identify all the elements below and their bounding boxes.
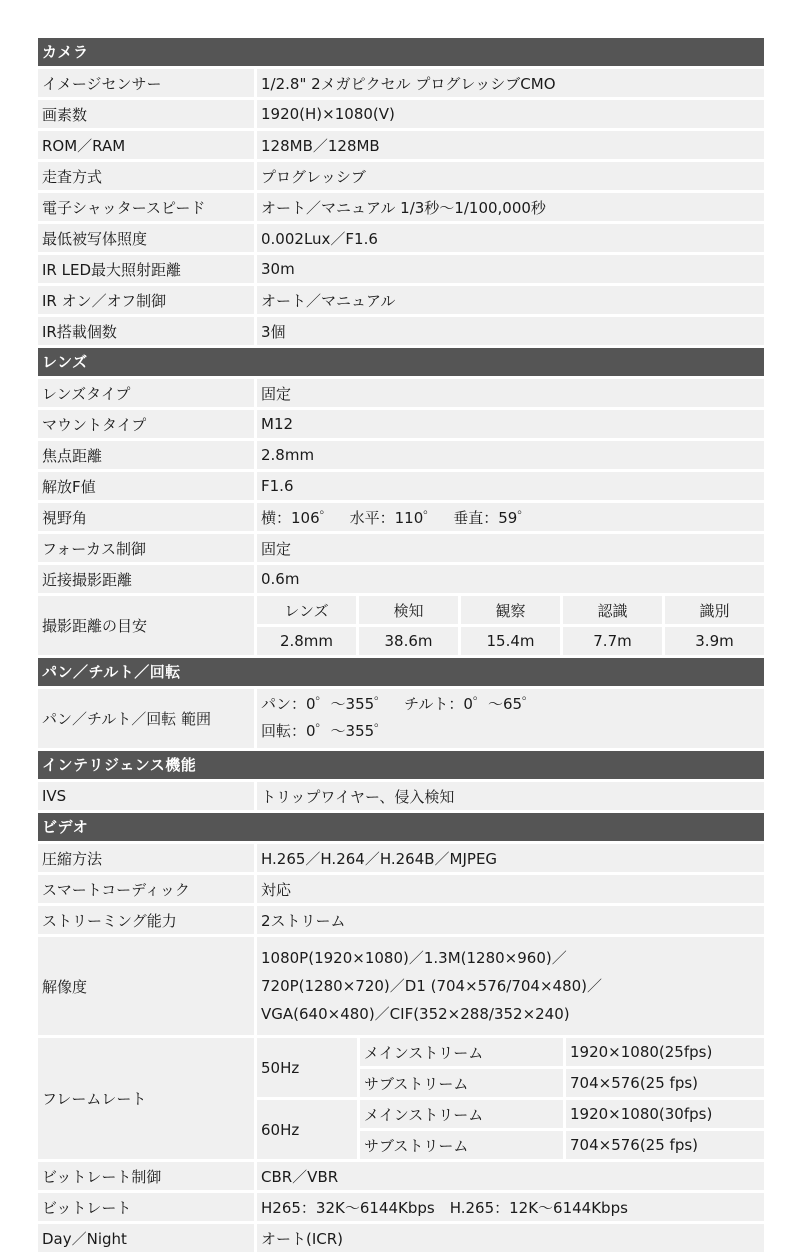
spec-row — [38, 875, 764, 903]
spec-value: F1.6 — [257, 472, 764, 500]
spec-row — [38, 410, 764, 438]
camera-rows — [38, 69, 764, 345]
spec-row — [38, 379, 764, 407]
spec-value: オート／マニュアル — [257, 286, 764, 314]
spec-value: 対応 — [257, 875, 764, 903]
framerate-stream-row — [357, 1100, 764, 1128]
spec-label: 画素数 — [38, 100, 254, 128]
spec-value: CBR／VBR — [257, 1162, 764, 1190]
spec-value: トリップワイヤー、侵入検知 — [257, 782, 764, 810]
spec-label: ストリーミング能力 — [38, 906, 254, 934]
spec-row — [38, 534, 764, 562]
distance-header-row — [257, 596, 764, 624]
spec-row — [38, 906, 764, 934]
lens-rows — [38, 379, 764, 655]
resolution-row — [38, 937, 764, 1035]
spec-label: 最低被写体照度 — [38, 224, 254, 252]
stream-name: メインストリーム — [360, 1100, 563, 1128]
spec-label: Day／Night — [38, 1224, 254, 1252]
stream-value: 704×576(25 fps) — [566, 1131, 764, 1159]
spec-label: 近接撮影距離 — [38, 565, 254, 593]
section-header-camera: カメラ — [38, 38, 764, 66]
framerate-stream-row — [357, 1069, 764, 1097]
spec-row — [38, 1193, 764, 1221]
spec-label: スマートコーディック — [38, 875, 254, 903]
distance-label: 撮影距離の目安 — [38, 596, 254, 655]
stream-value: 1920×1080(30fps) — [566, 1100, 764, 1128]
spec-row — [38, 503, 764, 531]
spec-row — [38, 1224, 764, 1252]
section-header-intelligence: インテリジェンス機能 — [38, 751, 764, 779]
stream-name: メインストリーム — [360, 1038, 563, 1066]
pantilt-label: パン／チルト／回転 範囲 — [38, 689, 254, 748]
spec-label: イメージセンサー — [38, 69, 254, 97]
spec-label: レンズタイプ — [38, 379, 254, 407]
spec-row — [38, 100, 764, 128]
distance-value-cell: 7.7m — [563, 627, 662, 655]
spec-label: マウントタイプ — [38, 410, 254, 438]
spec-value: 0.6m — [257, 565, 764, 593]
spec-row — [38, 193, 764, 221]
spec-value: 128MB／128MB — [257, 131, 764, 159]
spec-label: 電子シャッタースピード — [38, 193, 254, 221]
spec-row — [38, 286, 764, 314]
distance-value-cell: 15.4m — [461, 627, 560, 655]
distance-value-cell: 38.6m — [359, 627, 458, 655]
framerate-grid — [257, 1038, 764, 1159]
distance-value-cell: 3.9m — [665, 627, 764, 655]
distance-grid — [257, 596, 764, 655]
spec-value: M12 — [257, 410, 764, 438]
spec-value: 横：106゜ 水平：110゜ 垂直：59゜ — [257, 503, 764, 531]
spec-row — [38, 782, 764, 810]
video-rows — [38, 844, 764, 1252]
section-header-lens: レンズ — [38, 348, 764, 376]
spec-value: 固定 — [257, 379, 764, 407]
section-header-video: ビデオ — [38, 813, 764, 841]
framerate-label: フレームレート — [38, 1038, 254, 1159]
spec-value: オート／マニュアル 1/3秒～1/100,000秒 — [257, 193, 764, 221]
framerate-group — [257, 1100, 764, 1159]
spec-value: 3個 — [257, 317, 764, 345]
spec-value: プログレッシブ — [257, 162, 764, 190]
spec-label: ビットレート — [38, 1193, 254, 1221]
stream-name: サブストリーム — [360, 1131, 563, 1159]
spec-row — [38, 317, 764, 345]
spec-label: ROM／RAM — [38, 131, 254, 159]
resolution-line: 1080P(1920×1080)／1.3M(1280×960)／ — [257, 944, 764, 972]
framerate-streams — [357, 1038, 764, 1097]
spec-row — [38, 255, 764, 283]
distance-row — [38, 596, 764, 655]
framerate-stream-row — [357, 1038, 764, 1066]
stream-name: サブストリーム — [360, 1069, 563, 1097]
spec-label: IR搭載個数 — [38, 317, 254, 345]
resolution-line: VGA(640×480)／CIF(352×288/352×240) — [257, 1000, 764, 1028]
spec-label: IVS — [38, 782, 254, 810]
framerate-hz: 50Hz — [257, 1038, 357, 1097]
spec-row — [38, 472, 764, 500]
spec-row — [38, 441, 764, 469]
framerate-row — [38, 1038, 764, 1159]
distance-header-cell: 検知 — [359, 596, 458, 624]
spec-label: 圧縮方法 — [38, 844, 254, 872]
spec-row — [38, 224, 764, 252]
spec-value: 1920(H)×1080(V) — [257, 100, 764, 128]
spec-value: 2.8mm — [257, 441, 764, 469]
framerate-streams — [357, 1100, 764, 1159]
spec-row — [38, 131, 764, 159]
spec-value: H.265／H.264／H.264B／MJPEG — [257, 844, 764, 872]
distance-header-cell: 識別 — [665, 596, 764, 624]
spec-label: 焦点距離 — [38, 441, 254, 469]
spec-label: IR LED最大照射距離 — [38, 255, 254, 283]
spec-label: ビットレート制御 — [38, 1162, 254, 1190]
stream-value: 1920×1080(25fps) — [566, 1038, 764, 1066]
spec-row — [38, 162, 764, 190]
resolution-label: 解像度 — [38, 937, 254, 1035]
spec-value: 1/2.8" 2メガピクセル プログレッシブCMO — [257, 69, 764, 97]
spec-value: 固定 — [257, 534, 764, 562]
framerate-group — [257, 1038, 764, 1097]
spec-row — [38, 565, 764, 593]
spec-row — [38, 1162, 764, 1190]
spec-label: フォーカス制御 — [38, 534, 254, 562]
spec-label: 視野角 — [38, 503, 254, 531]
spec-label: 走査方式 — [38, 162, 254, 190]
framerate-stream-row — [357, 1131, 764, 1159]
resolution-value — [257, 937, 764, 1035]
spec-value: 2ストリーム — [257, 906, 764, 934]
distance-value-row — [257, 627, 764, 655]
framerate-hz: 60Hz — [257, 1100, 357, 1159]
spec-value: オート(ICR) — [257, 1224, 764, 1252]
pantilt-line: 回転：0゜～355゜ — [257, 718, 764, 745]
pantilt-line: パン：0゜～355゜ チルト：0゜～65゜ — [257, 691, 764, 718]
section-header-pantilt: パン／チルト／回転 — [38, 658, 764, 686]
spec-label: 解放F値 — [38, 472, 254, 500]
spec-row — [38, 844, 764, 872]
pantilt-value — [257, 689, 764, 748]
distance-header-cell: 認識 — [563, 596, 662, 624]
spec-label: IR オン／オフ制御 — [38, 286, 254, 314]
spec-row — [38, 69, 764, 97]
distance-value-cell: 2.8mm — [257, 627, 356, 655]
distance-header-cell: 観察 — [461, 596, 560, 624]
spec-value: H265：32K～6144Kbps H.265：12K～6144Kbps — [257, 1193, 764, 1221]
spec-value: 0.002Lux／F1.6 — [257, 224, 764, 252]
pantilt-row — [38, 689, 764, 748]
spec-table — [38, 38, 764, 1255]
spec-value: 30m — [257, 255, 764, 283]
resolution-line: 720P(1280×720)／D1 (704×576/704×480)／ — [257, 972, 764, 1000]
distance-header-cell: レンズ — [257, 596, 356, 624]
stream-value: 704×576(25 fps) — [566, 1069, 764, 1097]
